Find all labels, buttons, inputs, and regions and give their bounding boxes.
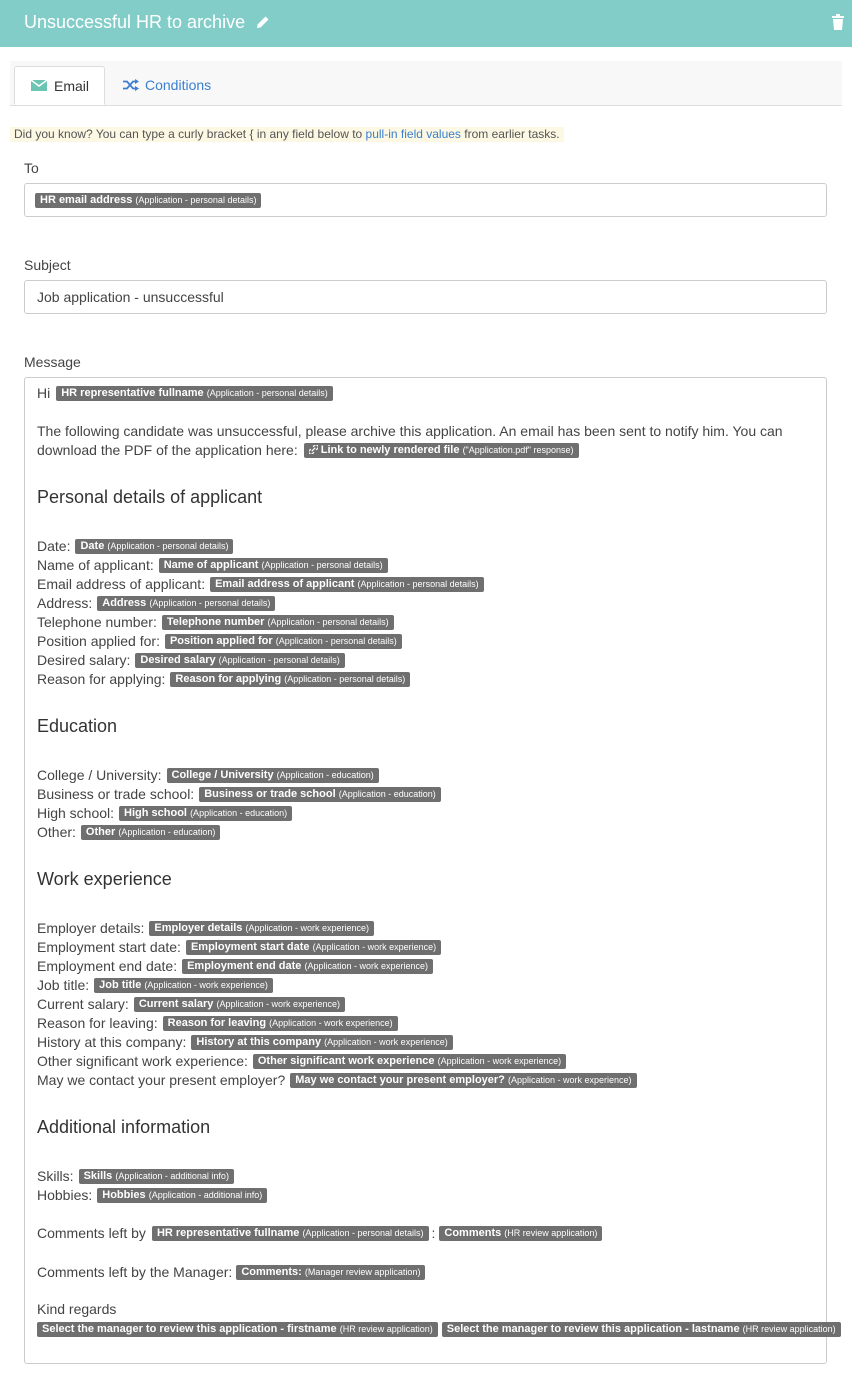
field-token[interactable] xyxy=(81,825,220,840)
field-token[interactable]: HR representative fullname (Application - personal details) xyxy=(56,386,333,401)
subject-label: Subject xyxy=(24,257,71,273)
field-row xyxy=(37,613,394,631)
field-token[interactable] xyxy=(182,959,433,974)
field-token[interactable] xyxy=(162,615,394,630)
header-bar xyxy=(0,0,852,47)
field-row-label: History at this company: xyxy=(37,1034,187,1050)
token-name: Email address of applicant xyxy=(215,577,355,590)
token-name: High school xyxy=(124,806,187,819)
field-token[interactable] xyxy=(97,596,275,611)
token-name: Desired salary xyxy=(140,653,216,666)
tab-bar xyxy=(10,61,842,106)
field-row-label: Other: xyxy=(37,824,76,840)
field-row xyxy=(37,995,345,1013)
field-token[interactable] xyxy=(119,806,292,821)
field-token[interactable] xyxy=(135,653,344,668)
token-source: (Application - work experience) xyxy=(144,979,268,990)
field-token[interactable]: HR representative fullname (Application - personal details) xyxy=(152,1226,429,1241)
token-source: (Application - work experience) xyxy=(304,960,429,971)
field-row xyxy=(37,1052,566,1070)
tab-email-label: Email xyxy=(54,78,90,94)
token-name: Business or trade school xyxy=(204,787,336,800)
to-label: To xyxy=(24,160,39,176)
field-token[interactable]: Select the manager to review this application - lastname (HR review application) xyxy=(442,1322,841,1337)
token-source: (Application - additional info) xyxy=(115,1170,229,1181)
token-source: (Application - education) xyxy=(276,769,374,780)
field-row-label: Other significant work experience: xyxy=(37,1053,248,1069)
tip-text-after: from earlier tasks. xyxy=(460,127,560,141)
trash-icon[interactable] xyxy=(831,14,845,30)
field-token[interactable] xyxy=(79,1169,234,1184)
token-name: May we contact your present employer? xyxy=(295,1073,505,1086)
field-row-label: Business or trade school: xyxy=(37,786,195,802)
field-row xyxy=(37,1186,267,1204)
token-source: (Application - personal details) xyxy=(107,540,229,551)
field-row-label: Date: xyxy=(37,538,71,554)
token-source: (Application - personal details) xyxy=(267,616,389,627)
shuffle-icon xyxy=(123,79,139,91)
to-field[interactable] xyxy=(24,183,827,217)
token-name: Current salary xyxy=(138,997,214,1010)
token-source: (Application - work experience) xyxy=(324,1036,448,1047)
token-name: Reason for leaving xyxy=(167,1016,267,1029)
field-row-label: Reason for leaving: xyxy=(37,1015,158,1031)
message-paragraph-line2: download the PDF of the application here: Link to newly rendered file ("Application.pdf" response) xyxy=(37,441,579,459)
field-row-label: Employment start date: xyxy=(37,939,181,955)
token-source: (Application - personal details) xyxy=(284,673,406,684)
token-name: Hobbies xyxy=(102,1188,146,1201)
greeting-text: Hi xyxy=(37,385,51,401)
field-row xyxy=(37,1033,453,1051)
token-source: (Application - education) xyxy=(338,788,436,799)
token-name: Other xyxy=(85,825,116,838)
field-row xyxy=(37,556,388,574)
token-name: Position applied for xyxy=(169,634,273,647)
field-token[interactable]: Link to newly rendered file ("Application.pdf" response) xyxy=(304,443,579,458)
field-row-label: Telephone number: xyxy=(37,614,157,630)
token-source: (Application - additional info) xyxy=(148,1189,263,1200)
field-token[interactable]: Comments: (Manager review application) xyxy=(236,1265,425,1280)
field-row-label: College / University: xyxy=(37,767,162,783)
section-heading: Work experience xyxy=(37,869,172,889)
field-row-label: Position applied for: xyxy=(37,633,160,649)
token-name: College / University xyxy=(171,768,274,781)
field-row-label: Job title: xyxy=(37,977,90,993)
token-name: Employment start date xyxy=(190,940,310,953)
field-row xyxy=(37,651,345,669)
tip-banner xyxy=(10,127,564,142)
field-row-label: May we contact your present employer? xyxy=(37,1072,286,1088)
token-source: (Application - personal details) xyxy=(275,635,397,646)
field-token[interactable]: Comments (HR review application) xyxy=(439,1226,602,1241)
field-token[interactable] xyxy=(199,787,441,802)
token-name: Address xyxy=(102,596,147,609)
signoff-line xyxy=(37,1320,841,1338)
field-row-label: Name of applicant: xyxy=(37,557,154,573)
section-heading: Personal details of applicant xyxy=(37,487,263,507)
field-token[interactable] xyxy=(159,558,388,573)
token-source: (Application - work experience) xyxy=(216,998,341,1009)
field-token[interactable] xyxy=(97,1188,267,1203)
link-icon xyxy=(309,445,318,454)
envelope-icon xyxy=(31,80,47,91)
token-source: (Application - personal details) xyxy=(135,195,257,205)
comments-hr-line: Comments left by HR representative fullname (Application - personal details) : Comments (HR review application) xyxy=(37,1224,602,1242)
field-row xyxy=(37,632,402,650)
token-name: Job title xyxy=(99,978,142,991)
field-token[interactable] xyxy=(134,997,345,1012)
field-row xyxy=(37,804,292,822)
field-row xyxy=(37,670,410,688)
field-token[interactable] xyxy=(186,940,441,955)
token-source: (Application - work experience) xyxy=(507,1074,632,1085)
token-name: Employment end date xyxy=(187,959,302,972)
message-paragraph-line1: The following candidate was unsuccessful, please archive this application. An email has been sent to notify him. You can xyxy=(37,423,783,439)
field-row xyxy=(37,976,273,994)
field-token[interactable] xyxy=(165,634,402,649)
field-token[interactable] xyxy=(170,672,410,687)
field-row xyxy=(37,537,233,555)
field-row xyxy=(37,594,275,612)
subject-field[interactable] xyxy=(24,280,827,314)
comments-manager-line: Comments left by the Manager: Comments: (Manager review application) xyxy=(37,1263,425,1281)
token-name: Name of applicant xyxy=(163,558,259,571)
token-source: (Application - personal details) xyxy=(357,578,479,589)
workflow-title[interactable]: Unsuccessful HR to archive xyxy=(24,12,246,32)
field-token[interactable] xyxy=(167,768,379,783)
field-token[interactable] xyxy=(290,1073,636,1088)
token-name: Other significant work experience xyxy=(257,1054,435,1067)
tab-conditions[interactable] xyxy=(120,66,240,105)
message-label: Message xyxy=(24,354,81,370)
field-token[interactable] xyxy=(210,577,484,592)
token-source: (Application - work experience) xyxy=(437,1055,562,1066)
field-row xyxy=(37,575,484,593)
token-name: Reason for applying xyxy=(175,672,282,685)
field-row-label: Current salary: xyxy=(37,996,129,1012)
field-row-label: High school: xyxy=(37,805,115,821)
field-token[interactable] xyxy=(253,1054,566,1069)
field-row xyxy=(37,1014,398,1032)
field-row xyxy=(37,1167,234,1185)
token-name: Date xyxy=(80,539,105,552)
tip-text-before: Did you know? You can type a curly bracket { in any field below to xyxy=(14,127,366,141)
field-token[interactable] xyxy=(149,921,374,936)
field-row-label: Desired salary: xyxy=(37,652,131,668)
signoff-label: Kind regards xyxy=(37,1301,117,1317)
field-token[interactable] xyxy=(94,978,273,993)
pull-in-field-values-link[interactable]: pull-in field values xyxy=(365,127,461,141)
field-token[interactable]: Select the manager to review this application - firstname (HR review application) xyxy=(37,1322,438,1337)
field-row xyxy=(37,823,220,841)
field-row xyxy=(37,1071,637,1089)
tab-conditions-label: Conditions xyxy=(145,77,212,93)
token-name: Employer details xyxy=(154,921,243,934)
token-name: Skills xyxy=(83,1169,113,1182)
field-token[interactable] xyxy=(191,1035,452,1050)
field-row xyxy=(37,785,441,803)
field-row-label: Hobbies: xyxy=(37,1187,93,1203)
field-row-label: Address: xyxy=(37,595,93,611)
token-name: Telephone number xyxy=(166,615,265,628)
subject-value: Job application - unsuccessful xyxy=(37,289,224,305)
field-row xyxy=(37,957,433,975)
tab-email[interactable] xyxy=(14,66,105,105)
field-row-label: Reason for applying: xyxy=(37,671,166,687)
section-heading: Education xyxy=(37,716,118,736)
field-row xyxy=(37,938,441,956)
field-row-label: Email address of applicant: xyxy=(37,576,206,592)
token-source: (Application - personal details) xyxy=(149,597,271,608)
field-row-label: Skills: xyxy=(37,1168,74,1184)
token-name: History at this company xyxy=(196,1035,322,1048)
field-row-label: Employment end date: xyxy=(37,958,178,974)
token-source: (Application - work experience) xyxy=(312,941,437,952)
token-source: (Application - work experience) xyxy=(269,1017,393,1028)
token-source: (Application - work experience) xyxy=(245,922,370,933)
field-row-label: Employer details: xyxy=(37,920,145,936)
token-source: (Application - education) xyxy=(118,826,216,837)
field-row xyxy=(37,766,379,784)
token-source: (Application - personal details) xyxy=(218,654,340,665)
field-token[interactable] xyxy=(163,1016,398,1031)
pencil-icon[interactable] xyxy=(255,14,271,30)
token-source: (Application - education) xyxy=(190,807,288,818)
field-token[interactable] xyxy=(75,539,233,554)
token-source: (Application - personal details) xyxy=(261,559,383,570)
section-heading: Additional information xyxy=(37,1117,211,1137)
token-name: HR email address xyxy=(40,194,133,206)
field-row xyxy=(37,919,374,937)
greeting-line xyxy=(37,384,333,402)
field-token[interactable] xyxy=(35,193,261,208)
